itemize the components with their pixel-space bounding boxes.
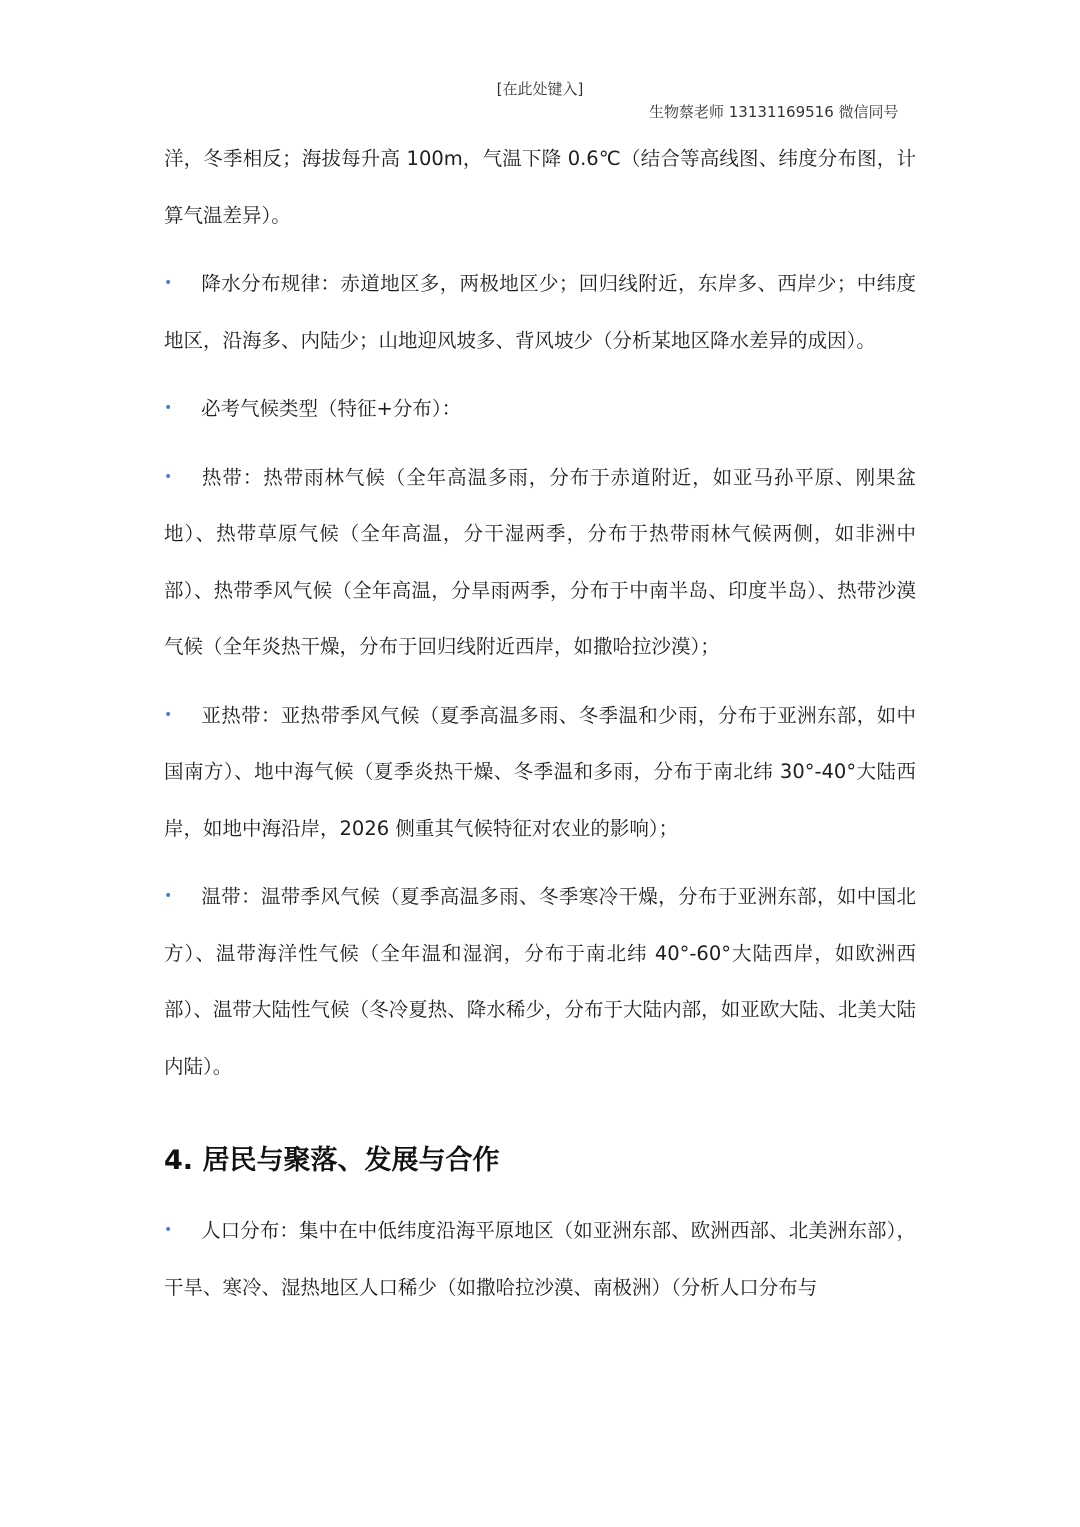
paragraph-text: 温带：温带季风气候（夏季高温多雨、冬季寒冷干燥，分布于亚洲东部，如中国北方）、温带海洋性气候（全年温和湿润，分布于南北纬 40°-60°大陆西岸，如欧洲西部）、温带大陆性气候（冬冷夏热、降水稀少，分布于大陆内部，如亚欧大陆、北美大陆内陆）。 (164, 885, 916, 1078)
paragraph (164, 131, 916, 244)
paragraph-text: 亚热带：亚热带季风气候（夏季高温多雨、冬季温和少雨，分布于亚洲东部，如中国南方）、地中海气候（夏季炎热干燥、冬季温和多雨，分布于南北纬 30°-40°大陆西岸，如地中海沿岸，2026 侧重其气候特征对农业的影响）； (164, 703, 916, 840)
document-body (164, 131, 916, 1327)
section-heading: 4. 居民与聚落、发展与合作 (164, 1145, 500, 1176)
paragraph-text: 降水分布规律：赤道地区多，两极地区少；回归线附近，东岸多、西岸少；中纬度地区，沿海多、内陆少；山地迎风坡多、背风坡少（分析某地区降水差异的成因）。 (164, 272, 916, 352)
bullet-paragraph (164, 687, 916, 858)
paragraph-text: 必考气候类型（特征+分布）： (201, 397, 462, 420)
paragraph-group-bottom (164, 1202, 916, 1316)
bullet-paragraph (164, 380, 916, 438)
bullet-icon: • (164, 888, 173, 904)
bullet-icon: • (164, 468, 173, 485)
paragraph-group-top (164, 131, 916, 1095)
header-contact: 生物蔡老师 13131169516 微信同号 (649, 103, 899, 121)
bullet-icon: • (164, 706, 173, 723)
bullet-paragraph (164, 255, 916, 369)
bullet-icon: • (164, 400, 173, 416)
header-placeholder: [在此处键入] (496, 80, 584, 98)
paragraph-text: 热带：热带雨林气候（全年高温多雨，分布于赤道附近，如亚马孙平原、刚果盆地）、热带草原气候（全年高温，分干湿两季，分布于热带雨林气候两侧，如非洲中部）、热带季风气候（全年高温，分旱雨两季，分布于中南半岛、印度半岛）、热带沙漠气候（全年炎热干燥，分布于回归线附近西岸，如撒哈拉沙漠）； (164, 465, 916, 658)
bullet-icon: • (164, 1222, 173, 1238)
paragraph-text: 人口分布：集中在中低纬度沿海平原地区（如亚洲东部、欧洲西部、北美洲东部），干旱、寒冷、湿热地区人口稀少（如撒哈拉沙漠、南极洲）（分析人口分布与 (164, 1219, 916, 1299)
bullet-icon: • (164, 275, 173, 291)
bullet-paragraph (164, 449, 916, 676)
bullet-paragraph (164, 1202, 916, 1316)
paragraph-text: 洋，冬季相反；海拔每升高 100m，气温下降 0.6℃（结合等高线图、纬度分布图，计算气温差异）。 (164, 147, 916, 227)
bullet-paragraph (164, 868, 916, 1095)
